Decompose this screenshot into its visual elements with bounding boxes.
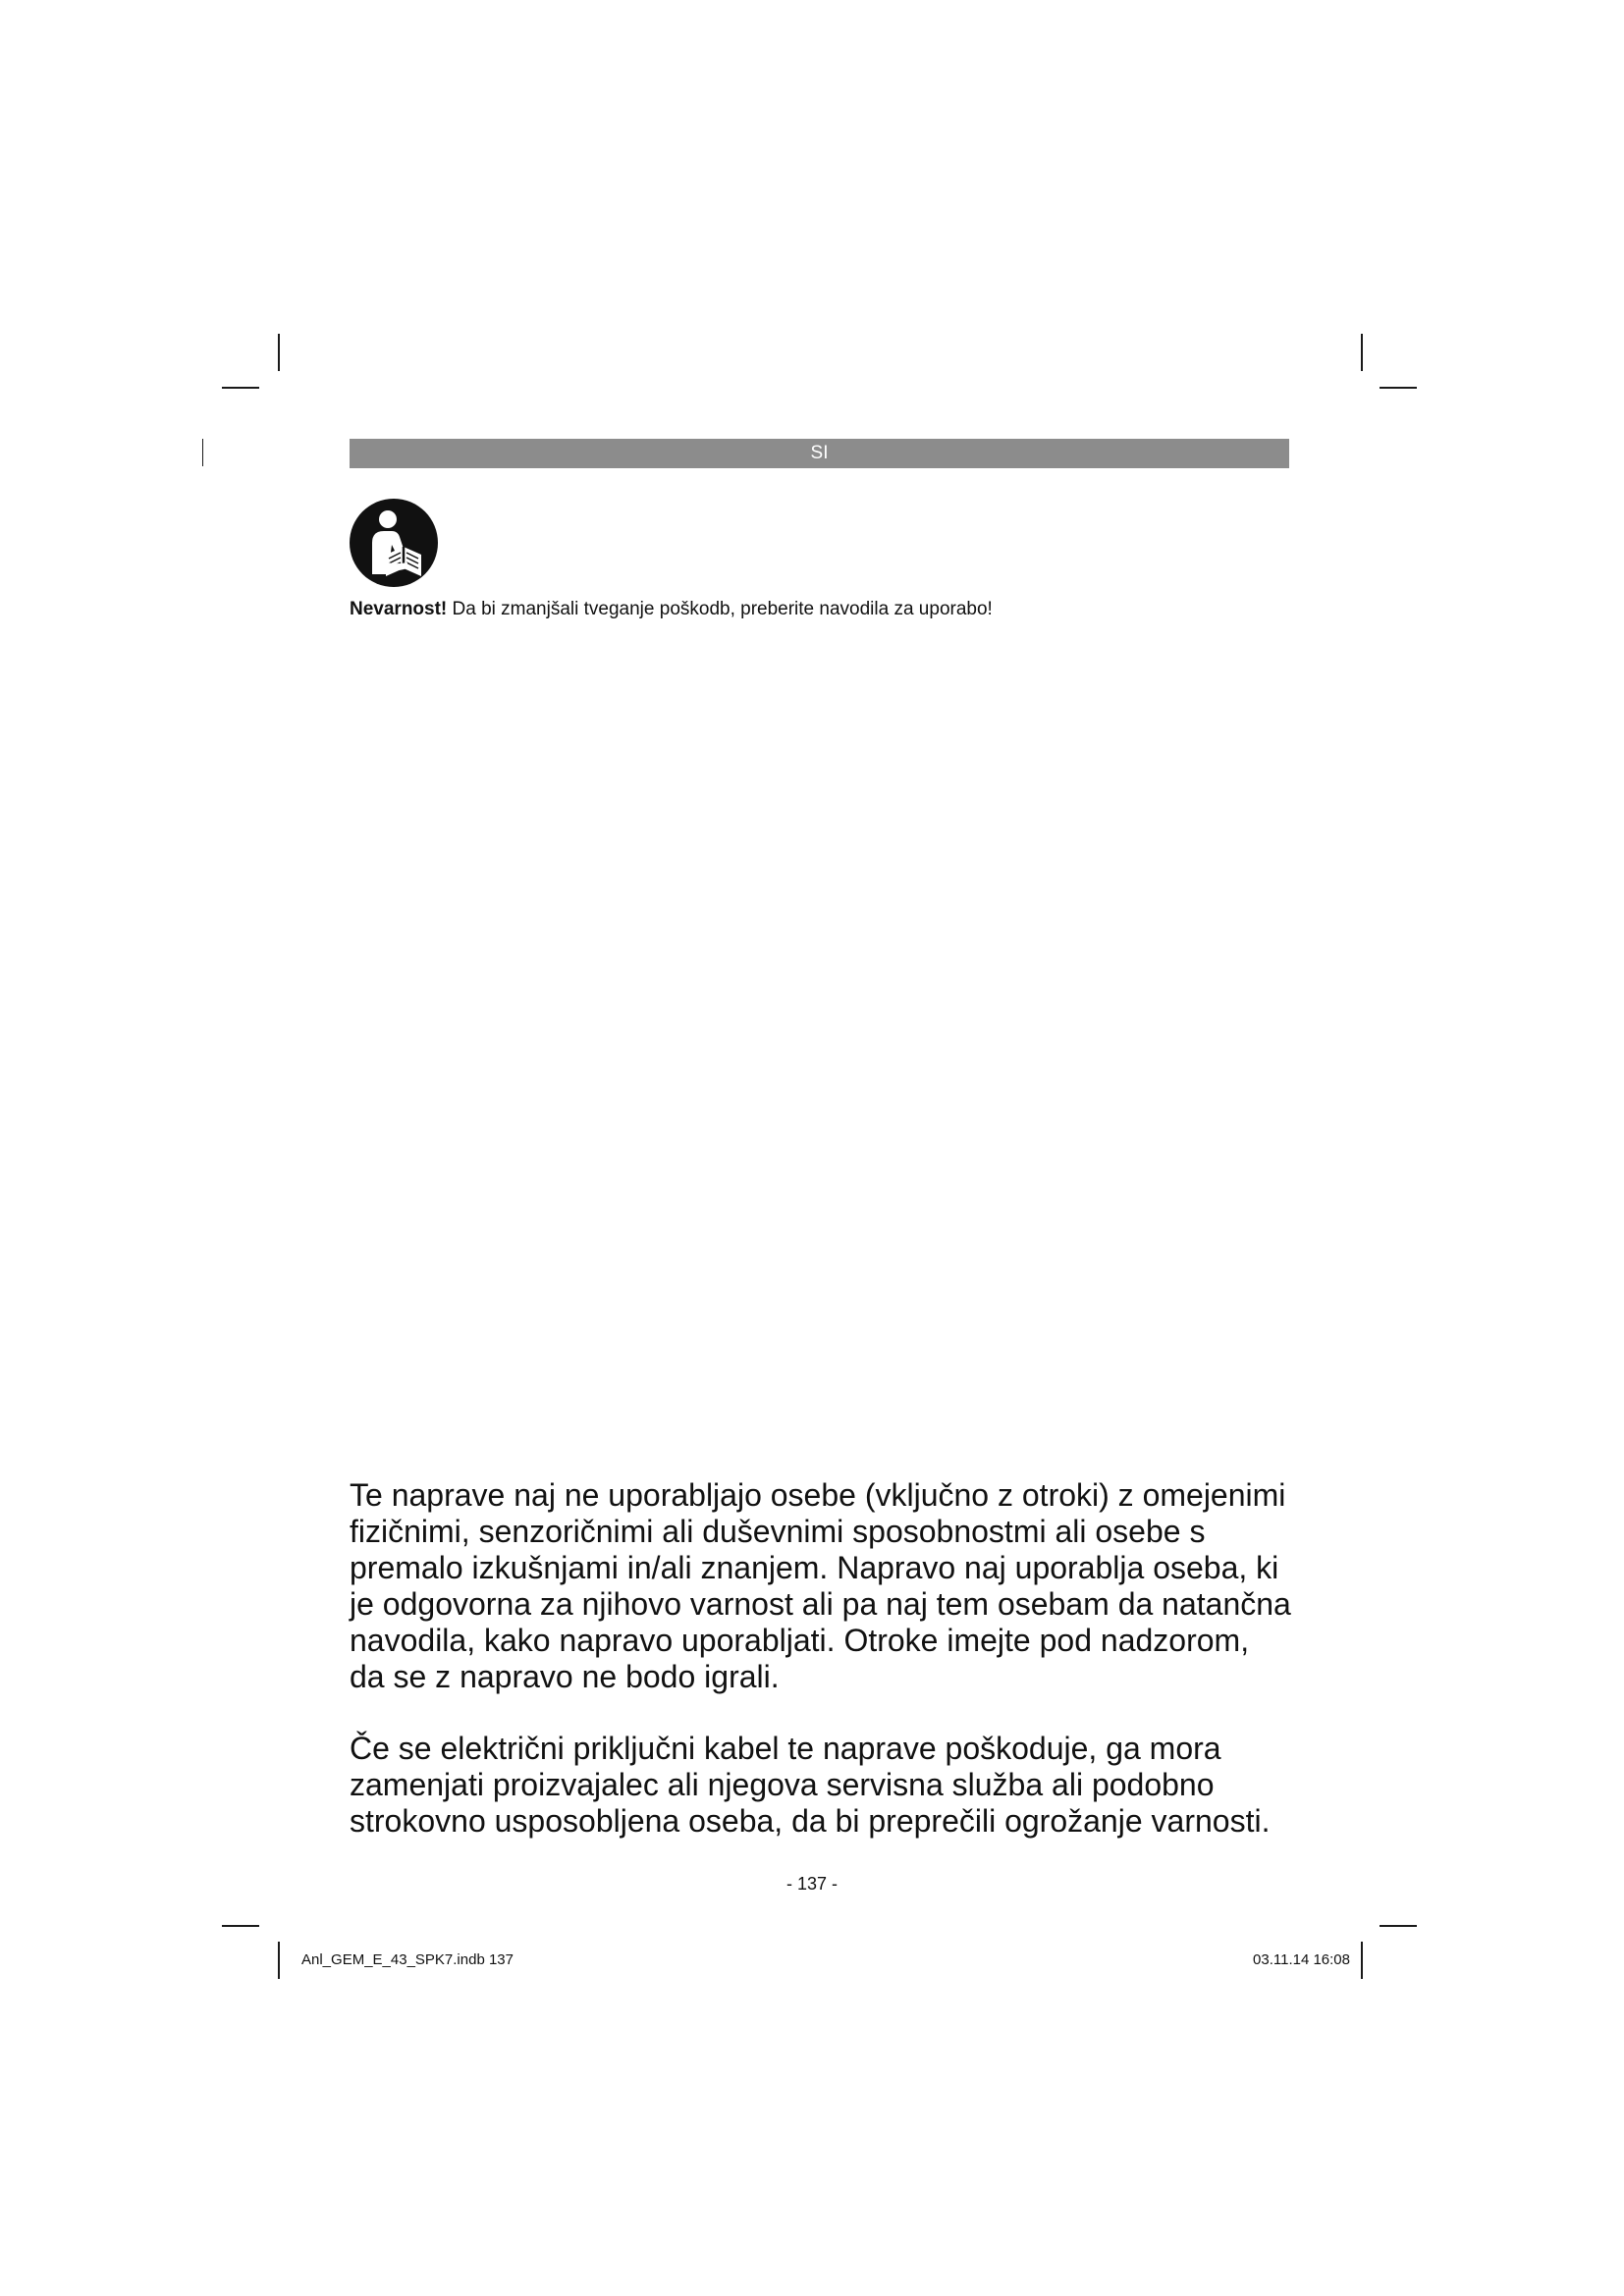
footer-date-info: 03.11.14 16:08 [1253, 1951, 1350, 1968]
crop-mark-top-right-vertical [1361, 334, 1363, 371]
footer-file-info: Anl_GEM_E_43_SPK7.indb 137 [301, 1951, 514, 1968]
crop-mark-top-right-horizontal [1380, 387, 1417, 389]
crop-mark-left-side [202, 439, 203, 466]
paragraph-cable-replacement: Če se električni priključni kabel te naprave poškoduje, ga mora zamenjati proizvajalec ali njegova servisna služba ali podobno strokovno usposobljena oseba, da bi preprečili ogrožanje varnosti. [350, 1731, 1271, 1839]
language-code: SI [810, 443, 829, 463]
page-number: - 137 - [785, 1874, 839, 1894]
safety-notice-body [350, 1477, 1292, 1875]
read-manual-icon [349, 498, 439, 588]
danger-warning [350, 598, 1331, 621]
crop-mark-bottom-left-vertical [278, 1942, 280, 1979]
crop-mark-bottom-left-horizontal [222, 1925, 259, 1927]
warning-text: Da bi zmanjšali tveganje poškodb, preberite navodila za uporabo! [447, 599, 993, 619]
warning-lead: Nevarnost! [350, 599, 448, 619]
crop-mark-bottom-right-vertical [1361, 1942, 1363, 1979]
crop-mark-bottom-right-horizontal [1380, 1925, 1417, 1927]
crop-mark-top-left-horizontal [222, 387, 259, 389]
language-header-bar [350, 439, 1289, 468]
paragraph-supervision: Te naprave naj ne uporabljajo osebe (vključno z otroki) z omejenimi fizičnimi, senzoričnimi ali duševnimi sposobnostmi ali osebe s premalo izkušnjami in/ali znanjem. Napravo naj uporablja oseba, ki je odgovorna za njihovo varnost ali pa naj tem osebam da natančna navodila, kako napravo uporabljati. Otroke imejte pod nadzorom, da se z napravo ne bodo igrali. [350, 1477, 1291, 1694]
crop-mark-top-left-vertical [278, 334, 280, 371]
